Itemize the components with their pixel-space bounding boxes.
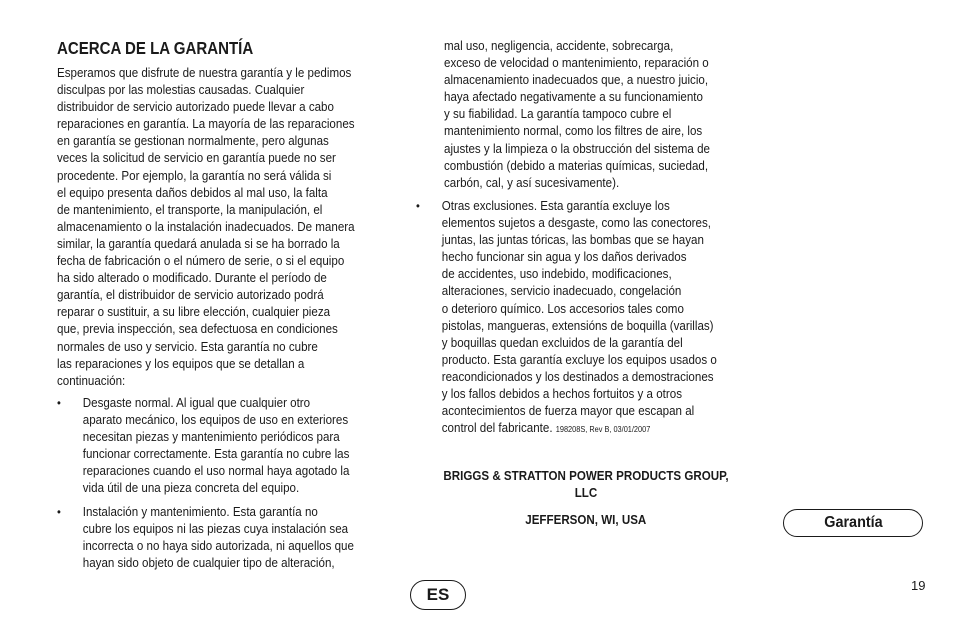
bullet-line: cubre los equipos ni las piezas cuya instalación sea [82,522,349,537]
bullet-icon: • [57,396,61,410]
company-location [416,512,756,529]
bullet-line: Desgaste normal. Al igual que cualquier otro [82,396,311,410]
intro-line: garantía, el distribuidor de servicio autorizado podrá [57,288,324,303]
bullet-line: reparaciones cuando el uso normal haya agotado la [82,464,350,479]
bullet-line: exceso de velocidad o mantenimiento, reparación o [444,56,709,71]
bullet-line [442,420,717,438]
intro-line: similar, la garantía quedará anulada si se ha borrado la [57,236,340,251]
company-name-line2: LLC [574,486,598,500]
page-number: 19 [911,578,926,593]
bullet-line: y boquillas quedan excluidos de la garantía del [441,335,683,350]
company-location-text: JEFFERSON, WI, USA [525,513,647,527]
section-tab-label: Garantía [823,514,883,531]
bullet-last-text: control del fabricante. [441,421,553,436]
bullet-installation-continued [444,38,710,192]
intro-line: que, previa inspección, sea defectuosa en condiciones [57,322,338,337]
language-tab [410,580,466,610]
intro-line: Esperamos que disfrute de nuestra garantía y le pedimos [57,66,352,80]
language-tab-label: ES [426,585,450,604]
bullet-line: necesitan piezas y mantenimiento periódicos para [82,430,340,445]
bullet-line: Instalación y mantenimiento. Esta garantía no [82,505,318,519]
bullet-line: producto. Esta garantía excluye los equipos usados o [441,352,717,367]
intro-line: las reparaciones y los equipos que se detallan a [57,356,305,371]
intro-line: fecha de fabricación o el número de serie, o si el equipo [57,254,345,269]
bullet-line: almacenamiento inadecuados que, a nuestro juicio, [444,73,709,88]
bullet-line: o deterioro químico. Los accesorios tales como [441,301,684,316]
bullet-icon: • [416,199,420,213]
intro-line: el equipo presenta daños debidos al mal uso, la falta [57,185,328,200]
intro-paragraph [57,65,355,390]
bullet-line: haya afectado negativamente a su funcionamiento [444,90,703,105]
intro-line: normales de uso y servicio. Esta garantía no cubre [57,339,318,354]
intro-line: disculpas por las molestias causadas. Cualquier [57,83,305,98]
document-reference: 198208S, Rev B, 03/01/2007 [555,425,651,435]
intro-line: reparaciones en garantía. La mayoría de las reparaciones [57,117,355,132]
bullet-line: y su fiabilidad. La garantía tampoco cubre el [444,107,672,122]
bullet-line: mantenimiento normal, como los filtres de aire, los [444,124,703,139]
section-tab [783,509,923,537]
intro-line: de mantenimiento, el transporte, la manipulación, el [57,202,323,217]
intro-line: en garantía se gestionan normalmente, pero algunas [57,134,329,149]
intro-line: reparar o sustituir, a su libre elección, cualquier pieza [57,305,331,320]
bullet-line: juntas, las juntas tóricas, las bombas que se hayan [441,233,704,248]
intro-line: veces la solicitud de servicio en garantía puede no ser [57,151,336,166]
bullet-line: aparato mecánico, los equipos de uso en exteriores [82,413,349,428]
bullet-line: pistolas, mangueras, extensións de boquilla (varillas) [441,318,714,333]
bullet-line: vida útil de una pieza concreta del equipo. [82,481,300,496]
section-heading: ACERCA DE LA GARANTÍA [57,38,254,58]
company-name [416,468,756,502]
bullet-line: acontecimientos de fuerza mayor que escapan al [441,404,695,419]
company-name-line1: BRIGGS & STRATTON POWER PRODUCTS GROUP, [443,469,729,483]
bullet-line: mal uso, negligencia, accidente, sobrecarga, [444,39,674,53]
bullet-line: carbón, cal, y así sucesivamente). [444,175,620,190]
bullet-line: elementos sujetos a desgaste, como las conectores, [441,216,711,231]
bullet-line: combustión (debido a materias químicas, suciedad, [444,158,709,173]
intro-line: distribuidor de servicio autorizado puede llevar a cabo [57,100,334,115]
intro-line: continuación: [57,373,126,388]
bullet-icon: • [57,505,61,519]
bullet-line: Otras exclusiones. Esta garantía excluye los [441,199,670,213]
bullet-line: reacondicionados y los destinados a demostraciones [441,369,714,384]
bullet-line: de accidentes, uso indebido, modificaciones, [441,267,672,282]
intro-line: ha sido alterado o modificado. Durante el período de [57,271,327,286]
intro-line: procedente. Por ejemplo, la garantía no será válida si [57,168,332,183]
bullet-line: alteraciones, servicio inadecuado, congelación [441,284,682,299]
bullet-line: ajustes y la limpieza o la obstrucción del sistema de [444,141,710,156]
bullet-line: incorrecta o no haya sido autorizada, ni aquellos que [82,539,354,554]
bullet-line: hayan sido objeto de cualquier tipo de alteración, [82,556,335,571]
bullet-line: funcionar correctamente. Esta garantía no cubre las [82,447,350,462]
bullet-line: hecho funcionar sin agua y los daños derivados [441,250,687,265]
bullet-line: y los fallos debidos a hechos fortuitos y a otros [441,387,682,402]
intro-line: almacenamiento o la instalación inadecuados. De manera [57,219,355,234]
